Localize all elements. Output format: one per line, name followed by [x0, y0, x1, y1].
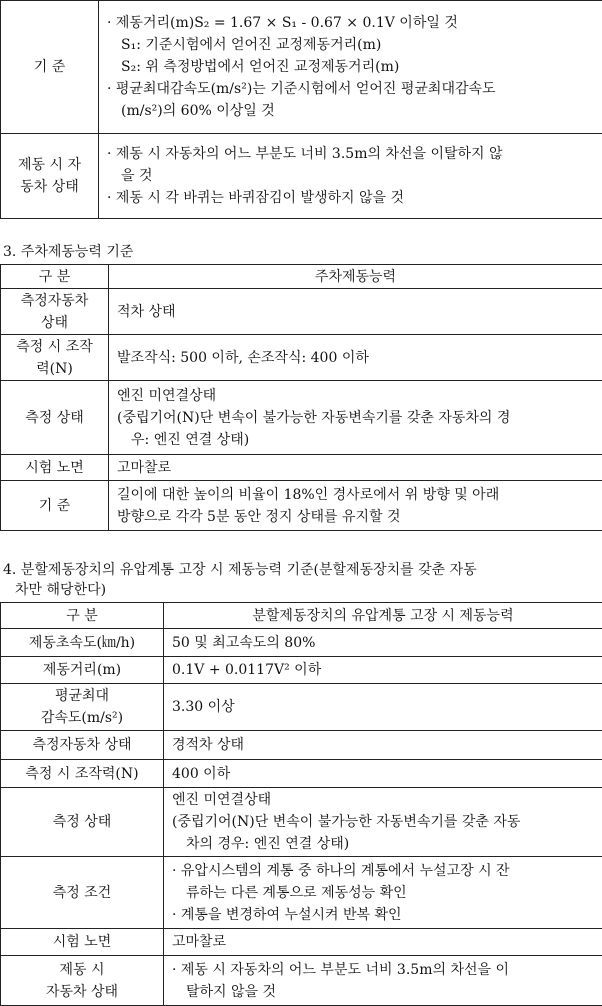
header-label: 구 분	[1, 603, 164, 629]
criteria-line: S₁: 기준시험에서 얻어진 교정제동거리(m)	[121, 37, 382, 53]
criteria-value	[99, 1, 602, 134]
table-row: 측정자동차 상태 경적차 상태	[1, 731, 602, 760]
table-row	[1, 134, 602, 219]
header-label: 구 분	[1, 265, 109, 289]
table-row: 측정 시 조작 력(N) 발조작식: 500 이하, 손조작식: 400 이하	[1, 335, 602, 381]
criteria-line: · 평균최대감속도(m/s²)는 기준시험에서 얻어진 평균최대감속도	[107, 81, 496, 97]
table-row: 측정 상태 엔진 미연결상태 (중립기어(N)단 변속이 불가능한 자동변속기를 갖춘 자동차의 경 우: 엔진 연결 상태)	[1, 381, 602, 455]
criteria-line: · 제동거리(m)S₂ = 1.67 × S₁ - 0.67 × 0.1V 이하일 것	[107, 15, 458, 31]
table-header-row	[1, 603, 602, 629]
table-row: 제동 시 자동차 상태 · 제동 시 자동차의 어느 부분도 너비 3.5m의 차선을 이 탈하지 않을 것	[1, 956, 602, 1006]
table-parking-brake	[0, 264, 602, 531]
table-row: 시험 노면 고마찰로	[1, 929, 602, 956]
table-row: 제동초속도(㎞/h) 50 및 최고속도의 80%	[1, 629, 602, 657]
table-split-brake-failure	[0, 602, 602, 1006]
criteria-line: S₂: 위 측정방법에서 얻어진 교정제동거리(m)	[121, 59, 400, 75]
table-row: 시험 노면 고마찰로	[1, 455, 602, 481]
table-row: 측정자동차 상태 적차 상태	[1, 289, 602, 335]
criteria-line: (m/s²)의 60% 이상일 것	[121, 103, 275, 119]
table-braking-criteria	[0, 0, 602, 219]
vehicle-state-label: 제동 시 자 동차 상태	[1, 134, 99, 219]
header-value: 주차제동능력	[109, 265, 602, 289]
criteria-label: 기 준	[1, 1, 99, 134]
table-row: 측정 시 조작력(N) 400 이하	[1, 760, 602, 788]
section-3-title: 3. 주차제동능력 기준	[3, 244, 134, 260]
section-4-title: 4. 분할제동장치의 유압계통 고장 시 제동능력 기준(분할제동장치를 갖춘 자동 차만 해당한다)	[3, 562, 477, 598]
vehicle-state-value: · 제동 시 자동차의 어느 부분도 너비 3.5m의 차선을 이탈하지 않 을 것 · 제동 시 각 바퀴는 바퀴잠김이 발생하지 않을 것	[99, 134, 602, 219]
header-value: 분할제동장치의 유압계통 고장 시 제동능력	[164, 603, 602, 629]
table-row: 측정 상태 엔진 미연결상태 (중립기어(N)단 변속이 불가능한 자동변속기를 갖춘 자동 차의 경우: 엔진 연결 상태)	[1, 788, 602, 857]
table-row: 제동거리(m) 0.1V + 0.0117V² 이하	[1, 657, 602, 684]
table-row: 평균최대 감속도(m/s²) 3.30 이상	[1, 684, 602, 731]
table-row: 기 준 길이에 대한 높이의 비율이 18%인 경사로에서 위 방향 및 아래 방향으로 각각 5분 동안 정지 상태를 유지할 것	[1, 481, 602, 531]
table-row: 측정 조건 · 유압시스템의 계통 중 하나의 계통에서 누설고장 시 잔 류하는 다른 계통으로 제동성능 확인 · 계통을 변경하여 누설시켜 반복 확인	[1, 857, 602, 929]
table-header-row	[1, 265, 602, 289]
table-row	[1, 1, 602, 134]
